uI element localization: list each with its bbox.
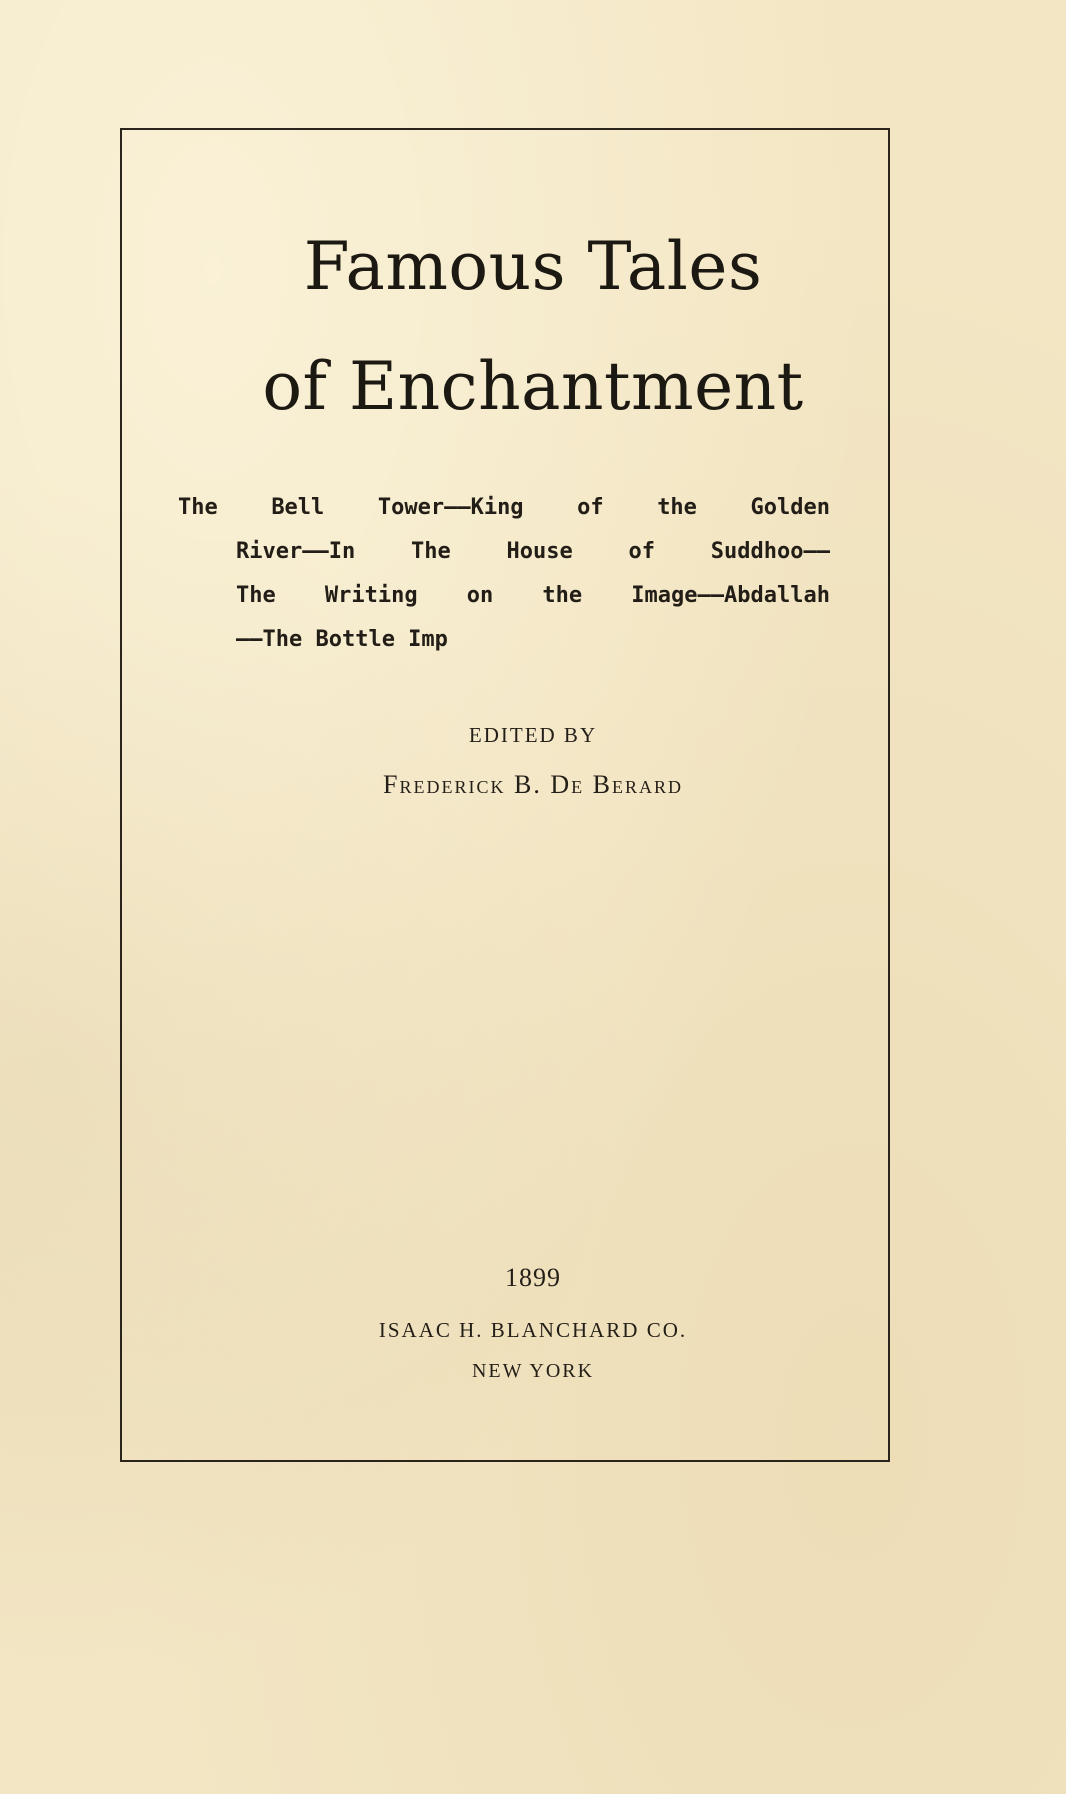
publication-year: 1899: [505, 1263, 561, 1292]
contents-word: the: [657, 495, 697, 520]
contents-word: of: [628, 539, 655, 564]
contents-word: River——In: [236, 539, 356, 564]
contents-line-1: [178, 486, 830, 530]
contents-word: of: [577, 495, 604, 520]
contents-word: House: [506, 539, 573, 564]
contents-line-4: [178, 618, 830, 662]
contents-word: on: [466, 583, 494, 608]
contents-word: Writing: [324, 583, 418, 608]
contents-word: Tower——King: [377, 495, 524, 520]
contents-word: The: [236, 583, 276, 608]
publisher-name: ISAAC H. BLANCHARD CO.: [378, 1318, 688, 1342]
book-title-line-1: Famous Tales: [303, 228, 763, 305]
contents-word: Suddhoo——: [710, 539, 830, 564]
contents-word: ——The Bottle Imp: [236, 627, 448, 652]
editor-name: Frederick B. De Berard: [383, 770, 683, 799]
contents-word: The: [178, 495, 218, 520]
contents-word: Golden: [750, 495, 830, 520]
contents-word: Image——Abdallah: [631, 583, 830, 608]
contents-word: The: [410, 539, 451, 564]
contents-word: the: [542, 583, 583, 608]
contents-line-3: [178, 574, 830, 618]
contents-line-2: [178, 530, 830, 574]
publisher-city: NEW YORK: [471, 1360, 595, 1382]
contents-list: [178, 486, 830, 662]
contents-word: Bell: [271, 495, 325, 520]
edited-by-label: EDITED BY: [468, 723, 598, 747]
book-title-line-2: of Enchantment: [262, 348, 804, 425]
